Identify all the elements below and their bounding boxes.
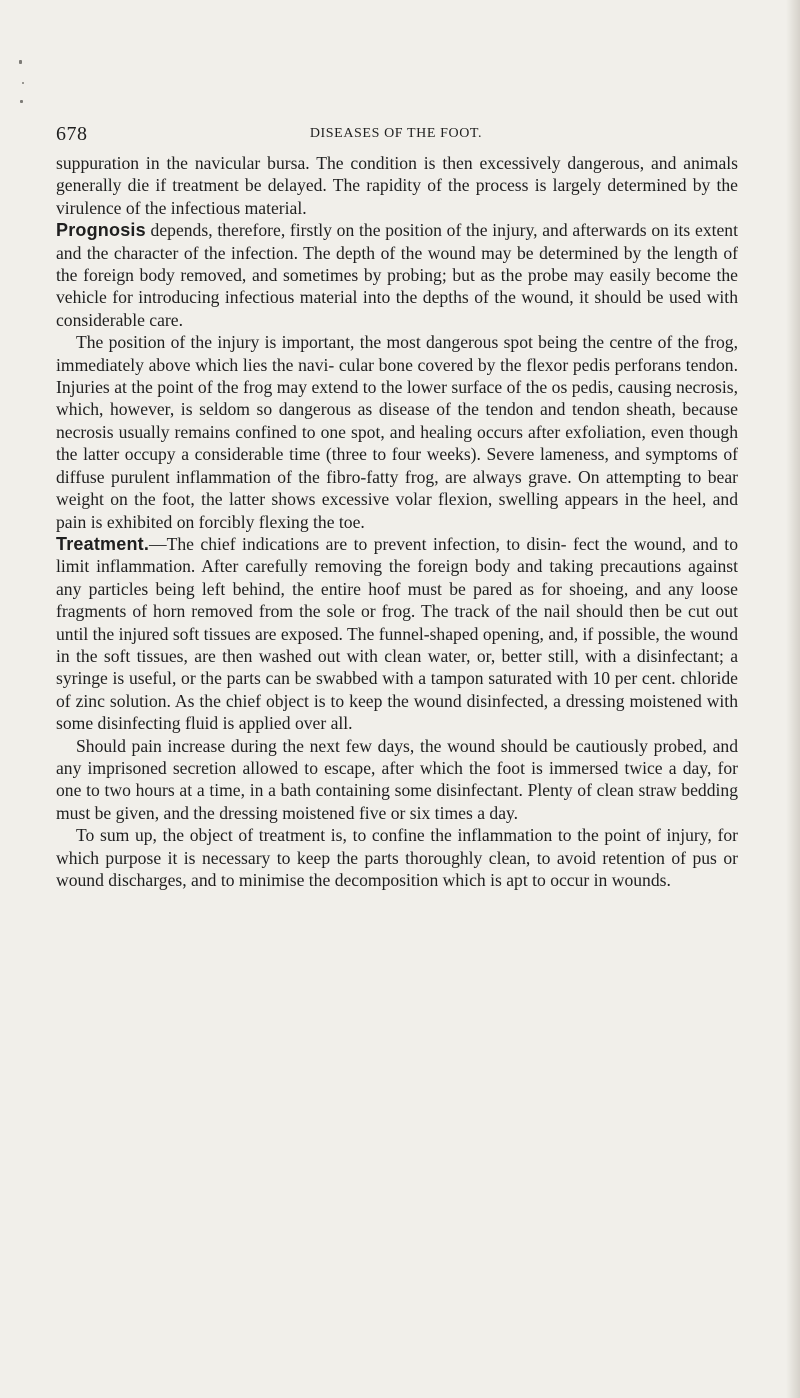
page-number: 678 (56, 123, 88, 145)
paragraph (56, 824, 738, 891)
paragraph-text: Should pain increase during the next few days, the wound should be cautiously probed, and any imprisoned secretion allowed to escape, after which the foot is immersed twice a day, for one to two hours at a time, in a bath containing some disinfectant. Plenty of clean straw bedding must be given, and the dressing moistened five or six times a day. (56, 735, 738, 823)
scan-speck (22, 82, 24, 84)
page-header (56, 123, 736, 145)
scan-speck (19, 60, 22, 64)
scan-speck (20, 100, 23, 103)
paragraph-text: depends, therefore, firstly on the position of the injury, and afterwards on its extent and the character of the infection. The depth of the wound may be determined by the length of the foreign body removed, and sometimes by probing; but as the probe may easily become the vehicle for introducing infectious material into the depths of the wound, it should be used with considerable care. (56, 220, 738, 330)
section-heading-prognosis: Prognosis (56, 220, 146, 241)
paragraph-text: suppuration in the navicular bursa. The condition is then excessively dangerous, and animals generally die if treatment be delayed. The rapidity of the process is largely determined by the virulence of the infectious material. (56, 153, 738, 218)
paragraph-text: To sum up, the object of treatment is, to confine the inflammation to the point of injury, for which purpose it is necessary to keep the parts thoroughly clean, to avoid retention of pus or wound discharges, and to minimise the decomposition which is apt to occur in wounds. (56, 825, 738, 890)
paragraph-treatment (56, 533, 738, 735)
paragraph-text: —The chief indications are to prevent infection, to disin- fect the wound, and to limit inflammation. After carefully removing the foreign body and taking precautions against any particles being left behind, the entire hoof must be pared as for shoeing, and any loose fragments of horn removed from the sole or frog. The track of the nail should then be cut out until the injured soft tissues are exposed. The funnel-shaped opening, and, if possible, the wound in the soft tissues, are then washed out with clean water, or, better still, with a disinfectant; a syringe is useful, or the parts can be swabbed with a tampon saturated with 10 per cent. chloride of zinc solution. As the chief object is to keep the wound disinfected, a dressing moistened with some disinfecting fluid is applied over all. (56, 533, 738, 734)
paragraph (56, 735, 738, 825)
page-edge-shadow (786, 0, 800, 1398)
paragraph-text: The position of the injury is important, the most dangerous spot being the centre of the frog, immediately above which lies the navi- cular bone covered by the flexor pedis perforans tendon. Injuries at the point of the frog may extend to the lower surface of the os pedis, causing necrosis, which, however, is seldom so dangerous as disease of the tendon and tendon sheath, because necrosis usually remains confined to one spot, and healing occurs after exfoliation, even though the latter occupy a considerable time (three to four weeks). Severe lameness, and symptoms of diffuse purulent inflammation of the fibro-fatty frog, are always grave. On attempting to bear weight on the foot, the latter shows excessive volar flexion, swelling appears in the heel, and pain is exhibited on forcibly flexing the toe. (56, 332, 738, 532)
running-title: DISEASES OF THE FOOT. (309, 126, 483, 141)
scan-specks (18, 60, 28, 160)
section-heading-treatment: Treatment. (56, 533, 150, 554)
body-text (56, 152, 738, 891)
paragraph (56, 331, 738, 533)
paragraph (56, 152, 738, 219)
paragraph-prognosis (56, 219, 738, 331)
